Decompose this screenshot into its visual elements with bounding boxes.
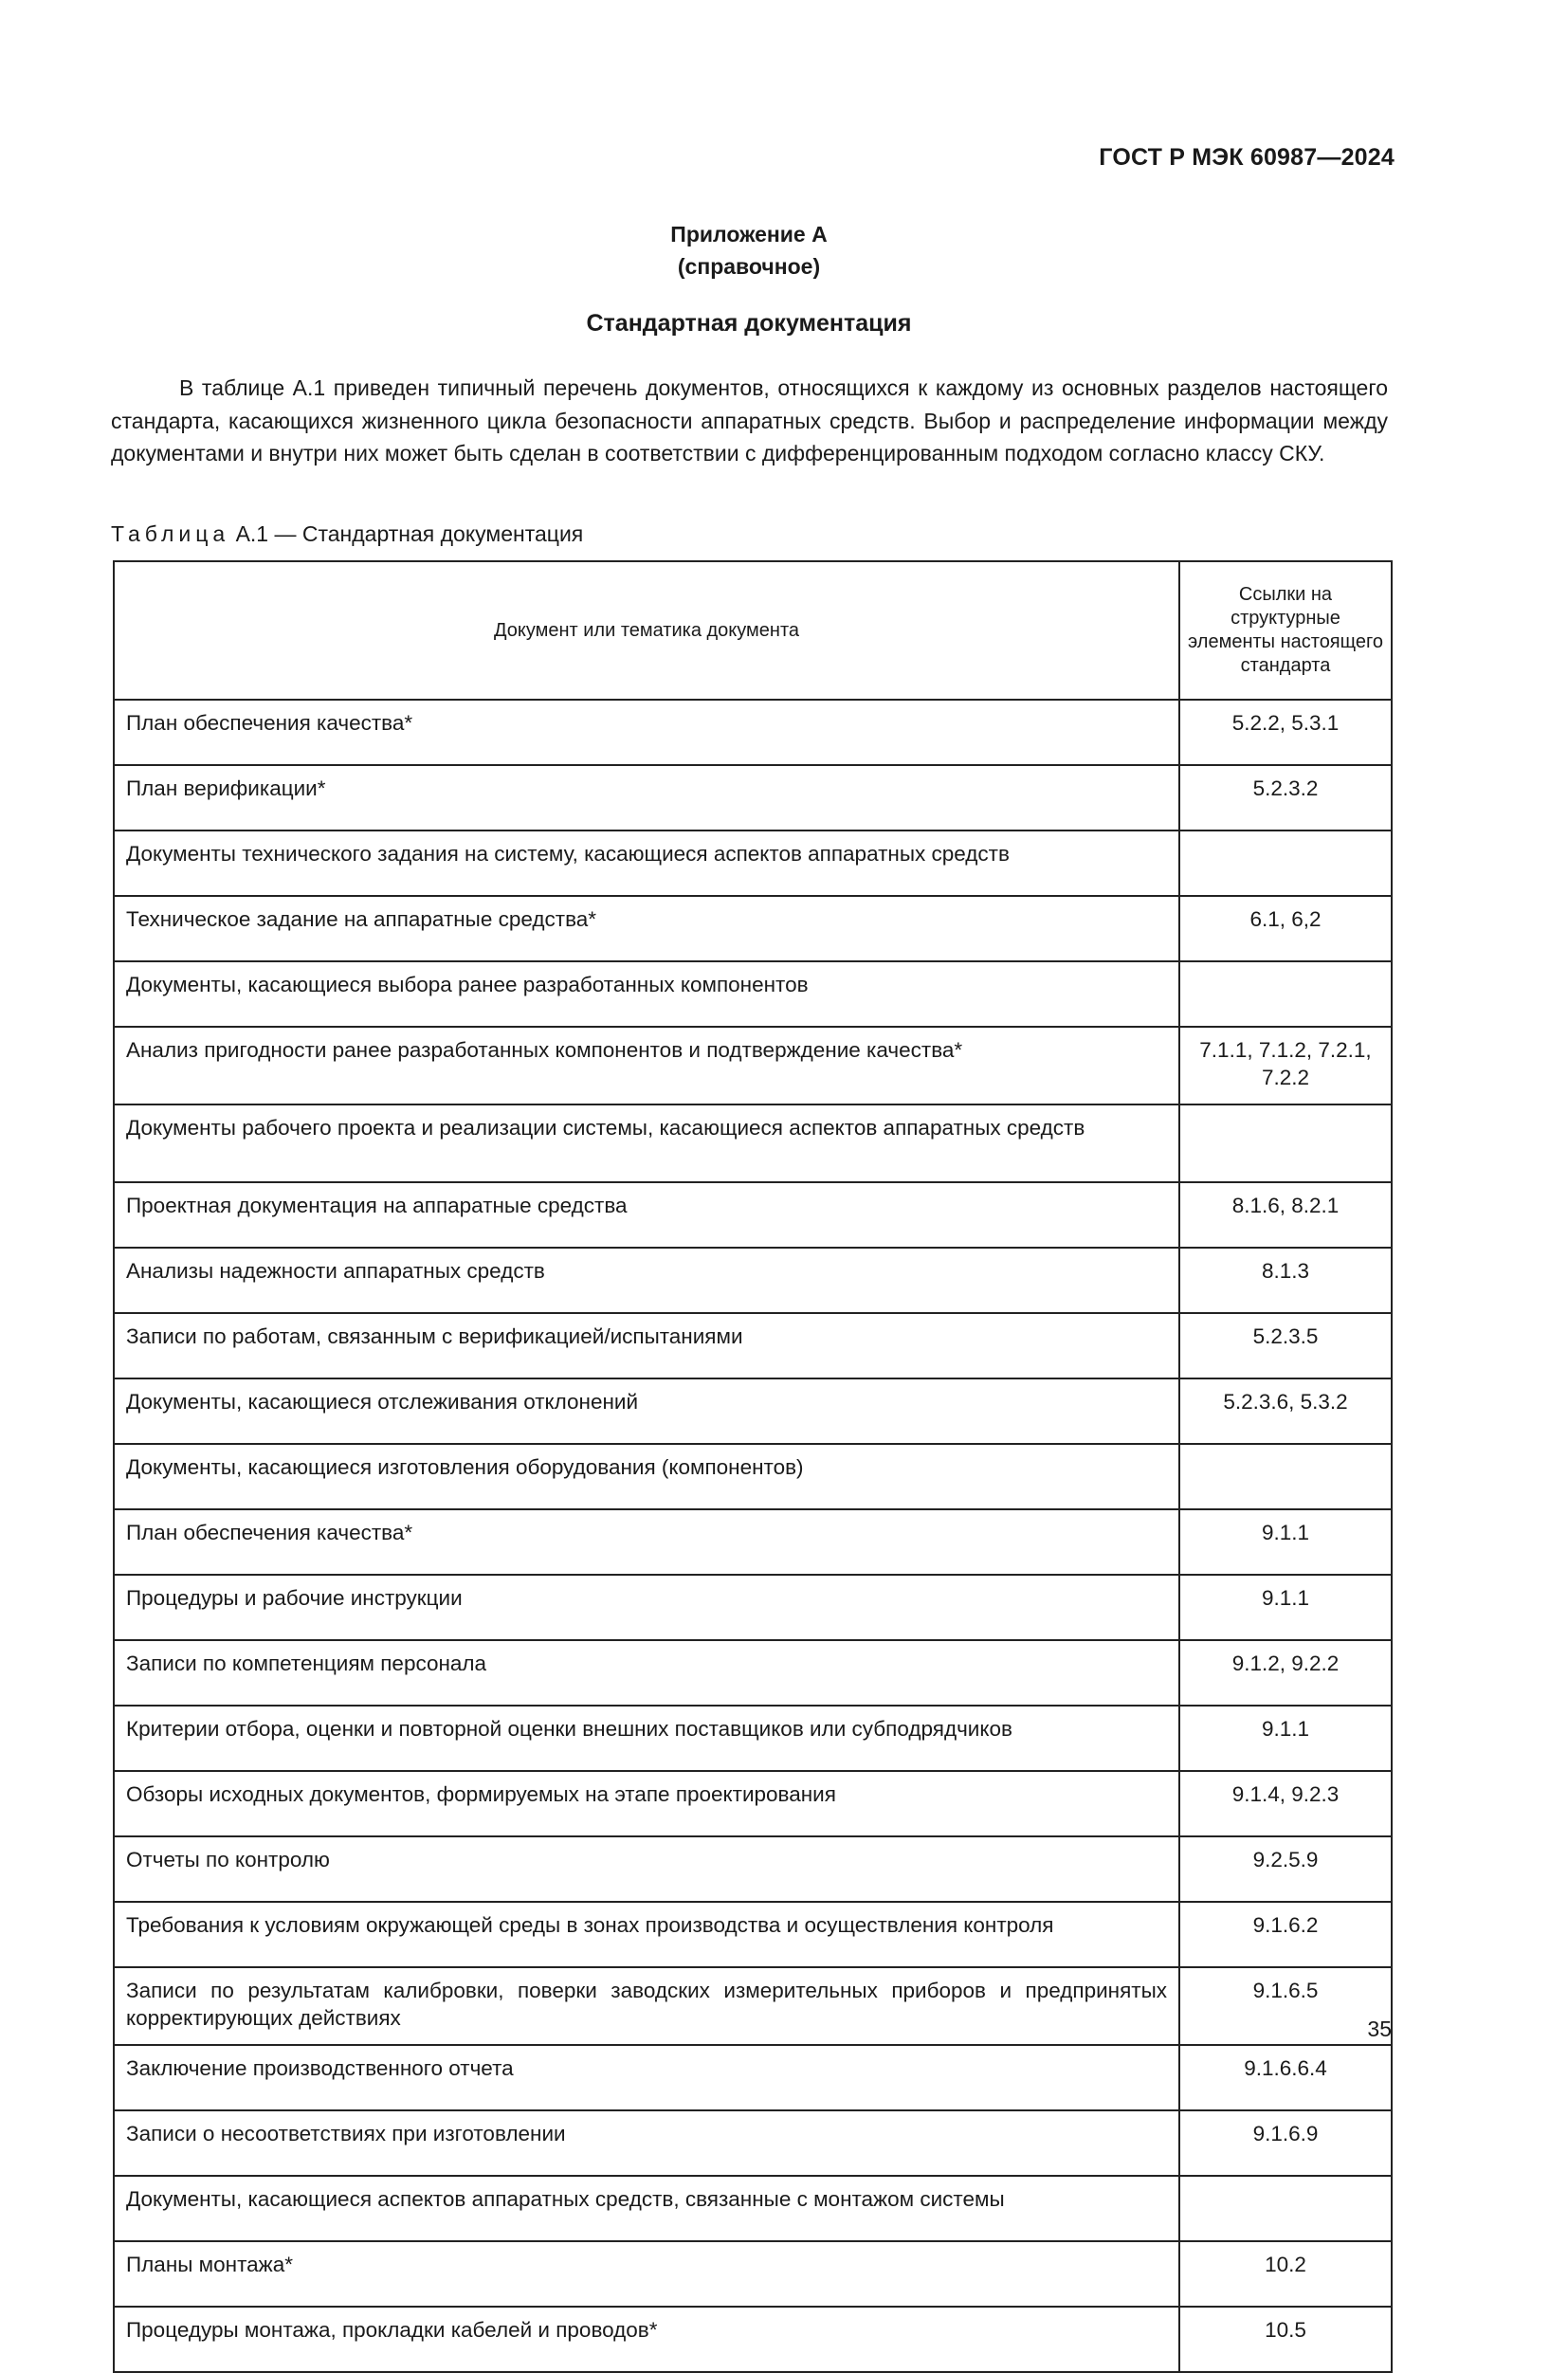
- row-document: Документы, касающиеся изготовления оборудования (компонентов): [114, 1444, 1179, 1509]
- row-reference: 7.1.1, 7.1.2, 7.2.1, 7.2.2: [1179, 1027, 1392, 1104]
- row-reference: [1179, 1444, 1392, 1509]
- row-document: Обзоры исходных документов, формируемых на этапе проектирования: [114, 1771, 1179, 1836]
- row-document: Процедуры и рабочие инструкции: [114, 1575, 1179, 1640]
- table-row: [114, 1640, 1392, 1706]
- row-document: Требования к условиям окружающей среды в зонах производства и осуществления контроля: [114, 1902, 1179, 1967]
- table-caption: [111, 521, 583, 547]
- row-reference: 9.1.6.2: [1179, 1902, 1392, 1967]
- table-row: [114, 1378, 1392, 1444]
- row-reference: 9.1.1: [1179, 1706, 1392, 1771]
- row-reference: 8.1.6, 8.2.1: [1179, 1182, 1392, 1248]
- row-reference: 9.1.4, 9.2.3: [1179, 1771, 1392, 1836]
- row-document: Планы монтажа*: [114, 2241, 1179, 2307]
- table-row: [114, 1836, 1392, 1902]
- row-reference: 8.1.3: [1179, 1248, 1392, 1313]
- header-references: Ссылки на структурные элементы настоящего стандарта: [1179, 561, 1392, 700]
- row-document: Техническое задание на аппаратные средства*: [114, 896, 1179, 961]
- row-reference: 10.5: [1179, 2307, 1392, 2372]
- row-reference: [1179, 831, 1392, 896]
- row-document: Записи по результатам калибровки, поверки заводских измерительных приборов и предпринятых корректирующих действиях: [114, 1967, 1179, 2045]
- table-row: [114, 1444, 1392, 1509]
- row-reference: 5.2.3.2: [1179, 765, 1392, 831]
- header-document: Документ или тематика документа: [114, 561, 1179, 700]
- section-title: Стандартная документация: [586, 310, 912, 337]
- intro-paragraph: В таблице А.1 приведен типичный перечень документов, относящихся к каждому из основных разделов настоящего стандарта, касающихся жизненного цикла безопасности аппаратных средств. Выбор и распределение информации между документами и внутри них может быть сделан в соответствии с дифференцированным подходом согласно классу СКУ.: [111, 375, 1388, 465]
- page-number: 35: [1367, 2017, 1392, 2041]
- row-document: План обеспечения качества*: [114, 700, 1179, 765]
- row-reference: 10.2: [1179, 2241, 1392, 2307]
- table-row: [114, 1509, 1392, 1575]
- table-row: [114, 831, 1392, 896]
- table-caption-word: Таблица: [111, 521, 230, 546]
- row-document: План верификации*: [114, 765, 1179, 831]
- row-document: Записи о несоответствиях при изготовлении: [114, 2110, 1179, 2176]
- row-reference: [1179, 961, 1392, 1027]
- row-document: Записи по компетенциям персонала: [114, 1640, 1179, 1706]
- row-reference: 9.1.6.5: [1179, 1967, 1392, 2045]
- table-row: [114, 1575, 1392, 1640]
- row-reference: 9.2.5.9: [1179, 1836, 1392, 1902]
- annex-title: Приложение А: [670, 222, 828, 246]
- table-row: [114, 1967, 1392, 2045]
- table-row: [114, 1706, 1392, 1771]
- row-reference: 6.1, 6,2: [1179, 896, 1392, 961]
- row-reference: 5.2.2, 5.3.1: [1179, 700, 1392, 765]
- table-header-row: [114, 561, 1392, 700]
- table-row: [114, 2110, 1392, 2176]
- table-row: [114, 2241, 1392, 2307]
- row-reference: 5.2.3.6, 5.3.2: [1179, 1378, 1392, 1444]
- table-row: [114, 961, 1392, 1027]
- annex-subtitle: (справочное): [677, 254, 821, 279]
- row-document: Документы, касающиеся выбора ранее разработанных компонентов: [114, 961, 1179, 1027]
- row-document: Анализ пригодности ранее разработанных компонентов и подтверждение качества*: [114, 1027, 1179, 1104]
- documentation-table: [113, 560, 1393, 2373]
- annex-heading: [0, 218, 1498, 283]
- row-document: Отчеты по контролю: [114, 1836, 1179, 1902]
- row-document: Документы технического задания на систему, касающиеся аспектов аппаратных средств: [114, 831, 1179, 896]
- row-reference: [1179, 2176, 1392, 2241]
- row-reference: 9.1.1: [1179, 1575, 1392, 1640]
- row-document: План обеспечения качества*: [114, 1509, 1179, 1575]
- row-document: Критерии отбора, оценки и повторной оценки внешних поставщиков или субподрядчиков: [114, 1706, 1179, 1771]
- row-reference: 9.1.2, 9.2.2: [1179, 1640, 1392, 1706]
- row-reference: 9.1.6.9: [1179, 2110, 1392, 2176]
- table-row: [114, 1771, 1392, 1836]
- table-row: [114, 1104, 1392, 1182]
- table-row: [114, 700, 1392, 765]
- table-row: [114, 1313, 1392, 1378]
- row-reference: 9.1.6.6.4: [1179, 2045, 1392, 2110]
- row-reference: 9.1.1: [1179, 1509, 1392, 1575]
- table-row: [114, 1902, 1392, 1967]
- row-reference: 5.2.3.5: [1179, 1313, 1392, 1378]
- table-caption-text: А.1 — Стандартная документация: [229, 521, 584, 546]
- table-row: [114, 1248, 1392, 1313]
- row-document: Записи по работам, связанным с верификацией/испытаниями: [114, 1313, 1179, 1378]
- table-row: [114, 896, 1392, 961]
- standard-designation: ГОСТ Р МЭК 60987—2024: [1099, 144, 1395, 171]
- table-row: [114, 1027, 1392, 1104]
- row-document: Проектная документация на аппаратные средства: [114, 1182, 1179, 1248]
- row-document: Анализы надежности аппаратных средств: [114, 1248, 1179, 1313]
- table-row: [114, 2176, 1392, 2241]
- row-document: Документы, касающиеся аспектов аппаратных средств, связанные с монтажом системы: [114, 2176, 1179, 2241]
- table-body: [114, 700, 1392, 2372]
- table-row: [114, 2307, 1392, 2372]
- row-document: Заключение производственного отчета: [114, 2045, 1179, 2110]
- row-document: Документы рабочего проекта и реализации системы, касающиеся аспектов аппаратных средств: [114, 1104, 1179, 1182]
- row-document: Процедуры монтажа, прокладки кабелей и проводов*: [114, 2307, 1179, 2372]
- row-reference: [1179, 1104, 1392, 1182]
- row-document: Документы, касающиеся отслеживания отклонений: [114, 1378, 1179, 1444]
- table-row: [114, 1182, 1392, 1248]
- table-row: [114, 765, 1392, 831]
- table-row: [114, 2045, 1392, 2110]
